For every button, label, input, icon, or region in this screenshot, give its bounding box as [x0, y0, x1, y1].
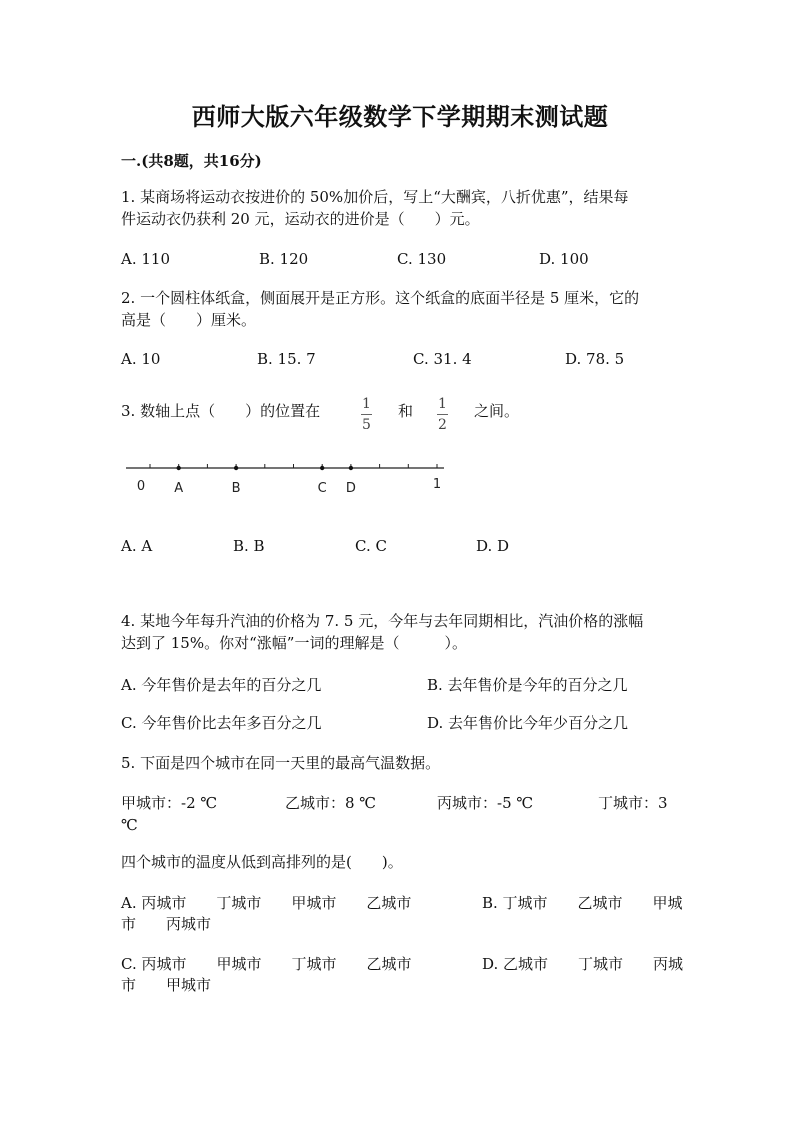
q1-option-a: A. 110 [121, 250, 170, 268]
q2-option-b: B. 15. 7 [257, 350, 316, 368]
q3-option-d: D. D [476, 537, 510, 555]
q2-option-d: D. 78. 5 [565, 350, 625, 368]
city-ding-temp: 丁城市：3 [598, 794, 668, 812]
number-line-label-d: D [345, 481, 356, 496]
question-2-line-1: 2. 一个圆柱体纸盒，侧面展开是正方形。这个纸盒的底面半径是 5 厘米，它的 [121, 289, 640, 307]
q5-option-d-line-2: 市 甲城市 [121, 976, 212, 994]
q5-option-b-line-2: 市 丙城市 [121, 915, 212, 933]
number-line-point-d [349, 466, 353, 470]
question-5-prompt: 四个城市的温度从低到高排列的是( )。 [121, 853, 403, 871]
q1-option-b: B. 120 [259, 250, 309, 268]
page-title: 西师大版六年级数学下学期期末测试题 [191, 102, 609, 131]
q4-option-a: A. 今年售价是去年的百分之几 [121, 676, 322, 694]
fraction-1-denominator: 5 [362, 417, 371, 433]
fraction-1-numerator: 1 [362, 396, 371, 412]
q5-option-d-line-1: D. 乙城市 丁城市 丙城 [482, 955, 684, 973]
fraction-one-half [437, 396, 448, 433]
question-3-prefix: 3. 数轴上点（ ）的位置在 [121, 402, 321, 420]
q4-option-c: C. 今年售价比去年多百分之几 [121, 714, 322, 732]
city-ding-temp-unit: ℃ [121, 816, 138, 834]
number-line-point-a [177, 466, 181, 470]
question-1-line-1: 1. 某商场将运动衣按进价的 50%加价后，写上“大酬宾，八折优惠”，结果每 [121, 188, 629, 206]
question-5-line-1: 5. 下面是四个城市在同一天里的最高气温数据。 [121, 754, 441, 772]
q4-option-b: B. 去年售价是今年的百分之几 [427, 676, 628, 694]
fraction-1-bar [361, 414, 372, 415]
question-4-line-1: 4. 某地今年每升汽油的价格为 7. 5 元，今年与去年同期相比，汽油价格的涨幅 [121, 612, 644, 630]
q3-option-a: A. A [121, 537, 153, 555]
number-line-label-c: C [317, 481, 327, 496]
q4-option-d: D. 去年售价比今年少百分之几 [427, 714, 629, 732]
number-line-one-label: 1 [432, 477, 442, 492]
fraction-2-numerator: 1 [438, 396, 447, 412]
number-line-point-c [320, 466, 324, 470]
section-heading: 一.(共8题，共16分) [121, 152, 262, 170]
fraction-one-fifth [361, 396, 372, 433]
q1-option-c: C. 130 [397, 250, 447, 268]
number-line-label-b: B [231, 481, 241, 496]
number-line-zero-label: 0 [136, 479, 146, 494]
question-3-middle: 和 [398, 402, 414, 420]
question-3-suffix: 之间。 [474, 402, 520, 420]
number-line [110, 452, 460, 502]
q5-option-a: A. 丙城市 丁城市 甲城市 乙城市 [121, 894, 412, 912]
q1-option-d: D. 100 [539, 250, 589, 268]
fraction-2-bar [437, 414, 448, 415]
q2-option-c: C. 31. 4 [413, 350, 472, 368]
city-bing-temp: 丙城市：-5 ℃ [437, 794, 534, 812]
q5-option-c: C. 丙城市 甲城市 丁城市 乙城市 [121, 955, 412, 973]
city-jia-temp: 甲城市：-2 ℃ [121, 794, 218, 812]
number-line-points [174, 466, 356, 496]
q5-option-b-line-1: B. 丁城市 乙城市 甲城 [482, 894, 683, 912]
question-4-line-2: 达到了 15%。你对“涨幅”一词的理解是（ ）。 [121, 634, 467, 652]
question-2-line-2: 高是（ ）厘米。 [121, 311, 257, 329]
city-yi-temp: 乙城市：8 ℃ [285, 794, 377, 812]
fraction-2-denominator: 2 [438, 417, 447, 433]
number-line-point-b [234, 466, 238, 470]
q2-option-a: A. 10 [121, 350, 161, 368]
q3-option-b: B. B [233, 537, 265, 555]
number-line-label-a: A [174, 481, 184, 496]
q3-option-c: C. C [355, 537, 387, 555]
question-1-line-2: 件运动衣仍获利 20 元，运动衣的进价是（ ）元。 [121, 210, 480, 228]
